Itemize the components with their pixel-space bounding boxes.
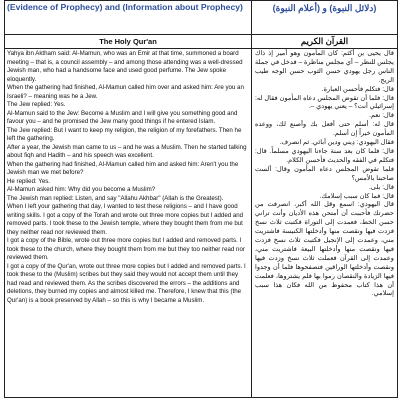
english-paragraph: He replied: Yes. bbox=[7, 177, 51, 185]
document-table bbox=[4, 0, 398, 398]
english-subheader: The Holy Qur'an bbox=[5, 35, 252, 49]
arabic-paragraph: قال يحيى بن أكثم: كان المأمون وهو أمير إذ ذاك يجلس للنظر – أي مجلس مناظرة – فدخل في جملة الناس رجل يهودي حسن الثوب حسن الوجه طيب الريح. bbox=[255, 50, 394, 84]
english-paragraph: When the gathering had finished, Al-Mamun called him and asked him: Aren't you the Jewish man we met before? bbox=[7, 160, 239, 177]
arabic-paragraph: فقال اليهودي: دِيني ودين آبائي. ثم انصرف. bbox=[279, 139, 394, 147]
arabic-header-cell bbox=[252, 1, 398, 35]
english-body bbox=[5, 49, 252, 398]
arabic-subheader: القرآن الكريم bbox=[252, 35, 398, 49]
arabic-paragraph: قال اليهودي: اسمع وقل الله أكبر، انصرفت من حضرتك فأحببت أن أمتحن هذه الأديان وأنت تراني حسن الخط، فعمدت إلى التوراة فكتبت ثلاث نسخ فزدت فيها ونقصت منها وأدخلتها الكنيسة فاشتريت مني، وعمدت إلى الإنجيل فكتبت ثلاث نسخ فزدت فيها ونقصت منها وأدخلتها البيعة فاشتريت مني، وعمدت إلى القرآن فعملت ثلاث نسخ وزدت فيها ونقصت وأدخلتها الوراقين فتصفحوها فلما أن وجدوا فيها الزيادة والنقصان رموا بها فلم يشتروها، فعلمت أن هذا كتاب محفوظ من الله فكان هذا سبب إسلامي. bbox=[255, 201, 394, 298]
arabic-paragraph: قال: فتكلم فأحسن العبارة. bbox=[321, 85, 394, 93]
arabic-paragraph: قال: فلما كان بعد سنة جاءنا اليهودي مسلماً. قال: فتكلم في الفقه والحديث فأحسن الكلام. bbox=[255, 147, 394, 164]
arabic-paragraph: قال: فما كان سبب إسلامك. bbox=[319, 192, 394, 200]
arabic-paragraph: قال له: أسلم حتى أفعل بك وأصنع لك، ووعده المأمون خيراً إن أسلم. bbox=[255, 121, 394, 138]
english-paragraph: The Jew replied: But I want to keep my religion, the religion of my forefathers. Then he left the gathering. bbox=[7, 126, 242, 143]
arabic-body bbox=[252, 49, 398, 398]
arabic-paragraph: فلما تقوض المجلس دعاه المأمون وقال: ألست صاحبنا بالأمس؟ bbox=[255, 165, 394, 182]
english-paragraph: The Jewish man replied: Listen, and say "Allahu Akhbar" (Allah is the Greatest). bbox=[7, 194, 224, 202]
english-paragraph: After a year, the Jewish man came to us – and he was a Muslim. Then he started talking about fiqh and Hadith – and his speech was excellent. bbox=[7, 143, 247, 160]
english-header-cell bbox=[5, 1, 252, 35]
english-paragraph: When the gathering had finished, Al-Mamun called him over and asked him: Are you an Israeli? – meaning was he a Jew. bbox=[7, 84, 244, 100]
english-title: (Evidence of Prophecy) and (Information about Prophecy) bbox=[7, 2, 243, 12]
arabic-paragraph: قال: نعم. bbox=[369, 112, 394, 120]
english-paragraph: The Jew replied: Yes. bbox=[7, 101, 66, 109]
english-paragraph: Yahya ibn Aktham said: Al-Mamun, who was an Emir at that time, summoned a board meeting – that is, a council assembly – and among those attending was a well-dressed Jewish man, who had a handsome face and used good perfume. The Jew spoke eloquently. bbox=[7, 50, 243, 83]
english-paragraph: I got a copy of the Qur'an, wrote out three more copies but I added and removed parts. I took these to the (Muslim) scribes but they said they would not accept them until they had read and reviewed them. As the scribes discovered the errors – the additions and deletions, they burned my copies and almost killed me. Therefore, I knew that this (the Qur'an) is a book preserved by Allah – so this is why I became a Muslim. bbox=[7, 262, 246, 304]
arabic-title: (دلائل النبوة) و (أعلام النبوة) bbox=[272, 3, 377, 13]
arabic-paragraph: قال: بلى. bbox=[369, 183, 394, 191]
english-paragraph: I got a copy of the Bible, wrote out three more copies but I added and removed parts. I took these to the church, where they bought them from me but they too neither read nor reviewed them. bbox=[7, 237, 245, 262]
english-paragraph: Al-Mamun said to the Jew: Become a Muslim and I will give you something good and favour you – and he promised the Jew many good things if he entered Islam. bbox=[7, 109, 238, 126]
english-paragraph: Al-Mamun asked him: Why did you become a Muslim? bbox=[7, 186, 156, 194]
english-paragraph: When I left your gathering that day, I wanted to test these religions – and I have good writing skills. I got a copy of the Torah and wrote out three more copies but I added and removed parts. I took these to the Jewish temple, where they bought them from me but they neither read nor reviewed them. bbox=[7, 203, 244, 236]
arabic-paragraph: قال: فلما أن تقوض المجلس دعاه المأمون فقال له: إسرائيلي أنت؟ – يعني يهودي –. bbox=[255, 94, 394, 111]
